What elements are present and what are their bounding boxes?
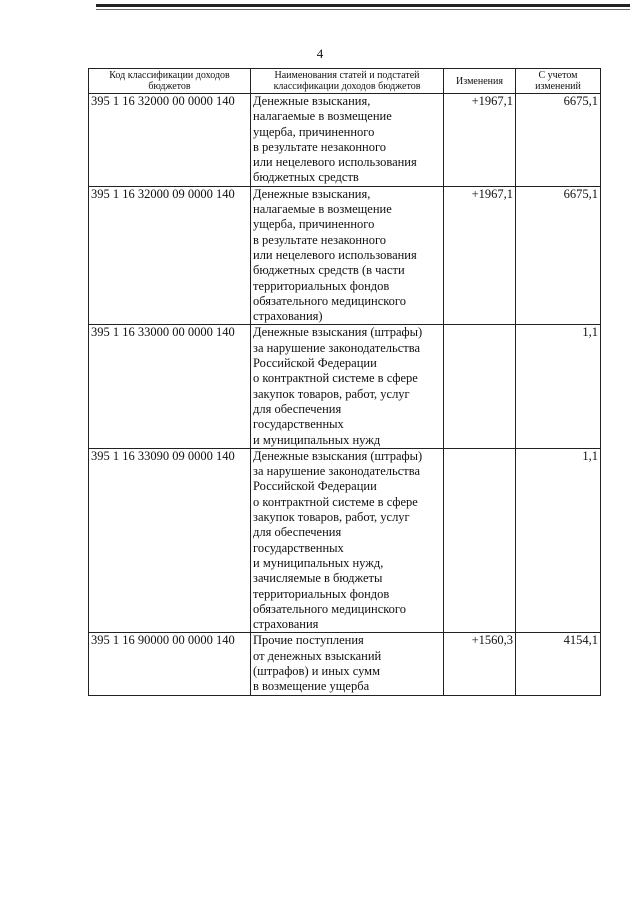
table-row <box>89 325 601 448</box>
cell-code: 395 1 16 32000 09 0000 140 <box>89 186 251 325</box>
cell-name-line: для обеспечения <box>253 525 342 540</box>
cell-name-line: обязательного медицинского <box>253 601 407 616</box>
cell-name-line: государственных <box>253 540 344 555</box>
header-name: Наименования статей и подстатей классификации доходов бюджетов <box>251 69 444 94</box>
cell-name-line: Денежные взыскания (штрафы) <box>253 325 423 340</box>
cell-name-line: за нарушение законодательства <box>253 340 420 355</box>
cell-name-line: закупок товаров, работ, услуг <box>253 510 410 525</box>
cell-change: +1967,1 <box>444 94 516 187</box>
cell-name-line: Российской Федерации <box>253 356 377 371</box>
budget-income-table <box>88 68 601 696</box>
cell-name-line: налагаемые в возмещение <box>253 109 392 124</box>
cell-name-line: от денежных взысканий <box>253 648 382 663</box>
cell-name-line: Российской Федерации <box>253 479 377 494</box>
cell-name-line: налагаемые в возмещение <box>253 202 392 217</box>
cell-change <box>444 448 516 633</box>
cell-name-line: за нарушение законодательства <box>253 464 420 479</box>
cell-name-line: Денежные взыскания, <box>253 186 371 201</box>
cell-change: +1967,1 <box>444 186 516 325</box>
cell-name-line: государственных <box>253 417 344 432</box>
cell-name-line: Денежные взыскания, <box>253 94 371 108</box>
cell-name <box>251 448 444 633</box>
table-row <box>89 448 601 633</box>
table-row <box>89 633 601 695</box>
cell-name <box>251 325 444 448</box>
table-row <box>89 186 601 325</box>
table-row <box>89 94 601 187</box>
cell-name-line: ущерба, причиненного <box>253 217 375 232</box>
cell-name-line: для обеспечения <box>253 401 342 416</box>
cell-name-line: или нецелевого использования <box>253 155 417 170</box>
cell-name-line: или нецелевого использования <box>253 247 417 262</box>
cell-name-line: территориальных фондов <box>253 278 390 293</box>
cell-name-line: закупок товаров, работ, услуг <box>253 386 410 401</box>
cell-name-line: зачисляемые в бюджеты <box>253 571 383 586</box>
cell-total: 6675,1 <box>516 186 601 325</box>
cell-name-line: страхования) <box>253 309 323 324</box>
cell-name <box>251 186 444 325</box>
table-header-row <box>89 69 601 94</box>
cell-name-line: о контрактной системе в сфере <box>253 371 418 386</box>
cell-total: 1,1 <box>516 448 601 633</box>
cell-name-line: Денежные взыскания (штрафы) <box>253 448 423 463</box>
table-body <box>89 94 601 696</box>
cell-code: 395 1 16 33000 00 0000 140 <box>89 325 251 448</box>
cell-change: +1560,3 <box>444 633 516 695</box>
cell-name-line: Прочие поступления <box>253 633 364 648</box>
cell-name-line: обязательного медицинского <box>253 293 407 308</box>
top-border-line-thin <box>96 9 630 10</box>
cell-name-line: и муниципальных нужд, <box>253 555 384 570</box>
cell-total: 1,1 <box>516 325 601 448</box>
header-total: С учетом изменений <box>516 69 601 94</box>
cell-total: 4154,1 <box>516 633 601 695</box>
cell-code: 395 1 16 33090 09 0000 140 <box>89 448 251 633</box>
cell-name-line: бюджетных средств (в части <box>253 263 405 278</box>
cell-name-line: территориальных фондов <box>253 586 390 601</box>
top-border-line <box>96 4 630 7</box>
cell-name-line: в результате незаконного <box>253 232 387 247</box>
cell-name-line: страхования <box>253 617 319 632</box>
header-change: Изменения <box>444 69 516 94</box>
cell-name-line: о контрактной системе в сфере <box>253 494 418 509</box>
cell-change <box>444 325 516 448</box>
cell-total: 6675,1 <box>516 94 601 187</box>
cell-name-line: в возмещение ущерба <box>253 679 370 694</box>
cell-code: 395 1 16 32000 00 0000 140 <box>89 94 251 187</box>
cell-name-line: бюджетных средств <box>253 170 359 185</box>
cell-name-line: ущерба, причиненного <box>253 124 375 139</box>
header-code: Код классификации доходов бюджетов <box>89 69 251 94</box>
cell-name <box>251 94 444 187</box>
cell-name-line: (штрафов) и иных сумм <box>253 663 380 678</box>
cell-name-line: в результате незаконного <box>253 139 387 154</box>
page-number: 4 <box>316 46 324 61</box>
cell-code: 395 1 16 90000 00 0000 140 <box>89 633 251 695</box>
cell-name-line: и муниципальных нужд <box>253 432 381 447</box>
cell-name <box>251 633 444 695</box>
